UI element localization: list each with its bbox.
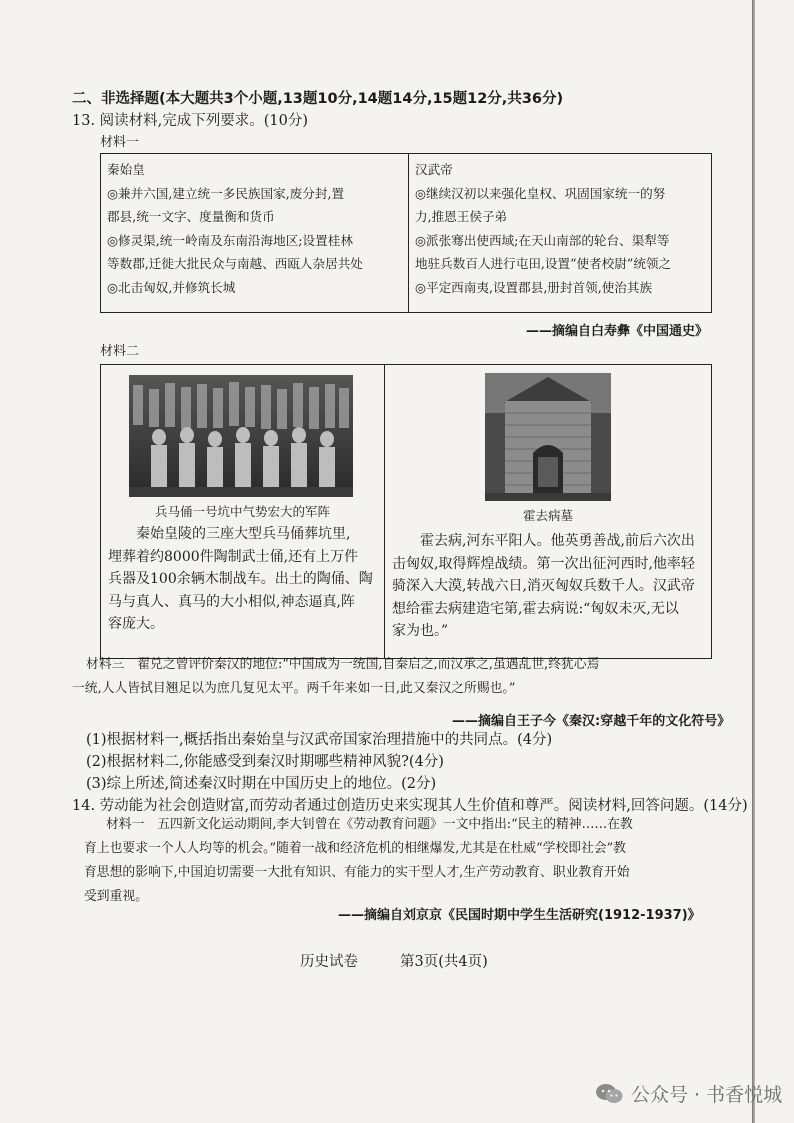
material-3-source: ——摘编自王子今《秦汉:穿越千年的文化符号》	[452, 714, 731, 729]
huo-qubing-line: 家为也。”	[392, 623, 449, 639]
han-wudi-line: 地驻兵数百人进行屯田,设置“使者校尉”统领之	[414, 256, 672, 271]
footer-page-number: 第3页(共4页)	[400, 954, 488, 970]
question-14-stem: 14. 劳动能为社会创造财富,而劳动者通过创造历史来实现其人生价值和尊严。阅读材料,回答问题。(14分)	[72, 798, 748, 814]
page-edge	[752, 0, 755, 1123]
terracotta-caption: 兵马俑一号坑中气势宏大的军阵	[154, 504, 330, 519]
han-wudi-line: 力,推恩王侯子弟	[414, 209, 508, 224]
qin-shihuang-line: 等数郡,迁徙大批民众与南越、西瓯人杂居共处	[107, 256, 363, 271]
qin-shihuang-column	[101, 154, 409, 312]
material-2-table	[100, 364, 712, 659]
watermark-text: 公众号 · 书香悦城	[631, 1084, 783, 1106]
terracotta-line: 容庞大。	[108, 616, 164, 632]
han-wudi-column	[409, 154, 711, 312]
question-13-1: (1)根据材料一,概括指出秦始皇与汉武帝国家治理措施中的共同点。(4分)	[86, 732, 553, 748]
han-wudi-title: 汉武帝	[414, 162, 453, 177]
material-3-line: 材料三 翟兑之曾评价秦汉的地位:“中国成为一统国,自秦启之,而汉承之,虽遇乱世,终犹心焉	[86, 657, 600, 672]
huo-qubing-description	[392, 530, 695, 643]
q14-material-1-line: 育思想的影响下,中国迫切需要一大批有知识、有能力的实干型人才,生产劳动教育、职业教育开始	[84, 865, 630, 880]
qin-shihuang-title: 秦始皇	[107, 162, 145, 177]
wechat-icon	[595, 1082, 623, 1106]
section-header: 二、非选择题(本大题共3个小题,13题10分,14题14分,15题12分,共36分)	[72, 91, 564, 107]
huo-qubing-line: 击匈奴,取得辉煌战绩。第一次出征河西时,他率轻	[392, 555, 695, 572]
material-1-table	[100, 153, 712, 313]
q14-material-1-line: 受到重视。	[84, 889, 148, 904]
q14-material-1-line: 材料一 五四新文化运动期间,李大钊曾在《劳动教育问题》一文中指出:“民主的精神……在教	[106, 817, 633, 832]
qin-shihuang-line: ◎修灵渠,统一岭南及东南沿海地区;设置桂林	[107, 232, 353, 248]
han-wudi-line: ◎派张骞出使西域;在天山南部的轮台、渠犁等	[414, 232, 670, 248]
question-13-3: (3)综上所述,简述秦汉时期在中国历史上的地位。(2分)	[86, 776, 437, 792]
q14-material-1-source: ——摘编自刘京京《民国时期中学生生活研究(1912-1937)》	[338, 908, 701, 923]
material-1-label: 材料一	[100, 135, 140, 150]
huo-qubing-cell	[385, 365, 711, 658]
han-wudi-line: ◎平定西南夷,设置郡县,册封首领,使治其族	[414, 279, 653, 295]
q14-material-1-line: 育上也要求一个人人均等的机会。”随着一战和经济危机的相继爆发,尤其是在杜威“学校即社会”教	[84, 841, 626, 856]
terracotta-line: 兵器及100余辆木制战车。出土的陶俑、陶	[108, 571, 373, 587]
terracotta-cell	[101, 365, 385, 658]
terracotta-line: 秦始皇陵的三座大型兵马俑葬坑里,	[136, 526, 351, 542]
han-wudi-line: ◎继续汉初以来强化皇权、巩固国家统一的努	[414, 185, 666, 201]
huo-qubing-caption: 霍去病墓	[522, 508, 573, 523]
terracotta-army-photo	[129, 375, 353, 497]
terracotta-line: 马与真人、真马的大小相似,神态逼真,阵	[108, 593, 355, 610]
material-3-line: 一统,人人皆拭目翘足以为庶几复见太平。两千年来如一日,此又秦汉之所赐也。”	[72, 681, 516, 696]
huo-qubing-line: 骑深入大漠,转战六日,消灭匈奴兵数千人。汉武帝	[392, 578, 695, 594]
footer-subject: 历史试卷	[300, 954, 358, 970]
material-2-label: 材料二	[100, 344, 140, 359]
terracotta-line: 埋葬着约8000件陶制武士俑,还有上万件	[108, 548, 359, 565]
qin-shihuang-line: ◎北击匈奴,并修筑长城	[107, 279, 236, 295]
huo-qubing-line: 霍去病,河东平阳人。他英勇善战,前后六次出	[420, 533, 695, 549]
huo-qubing-tomb-photo	[485, 373, 611, 501]
qin-shihuang-line: ◎兼并六国,建立统一多民族国家,废分封,置	[107, 185, 345, 201]
huo-qubing-line: 想给霍去病建造宅第,霍去病说:“匈奴未灭,无以	[392, 600, 679, 617]
question-13-stem: 13. 阅读材料,完成下列要求。(10分)	[72, 113, 309, 129]
terracotta-description	[108, 523, 373, 636]
material-1-source: ——摘编自白寿彝《中国通史》	[526, 324, 709, 339]
watermark	[595, 1080, 782, 1107]
question-13-2: (2)根据材料二,你能感受到秦汉时期哪些精神风貌?(4分)	[86, 754, 444, 770]
qin-shihuang-line: 郡县,统一文字、度量衡和货币	[107, 209, 275, 224]
